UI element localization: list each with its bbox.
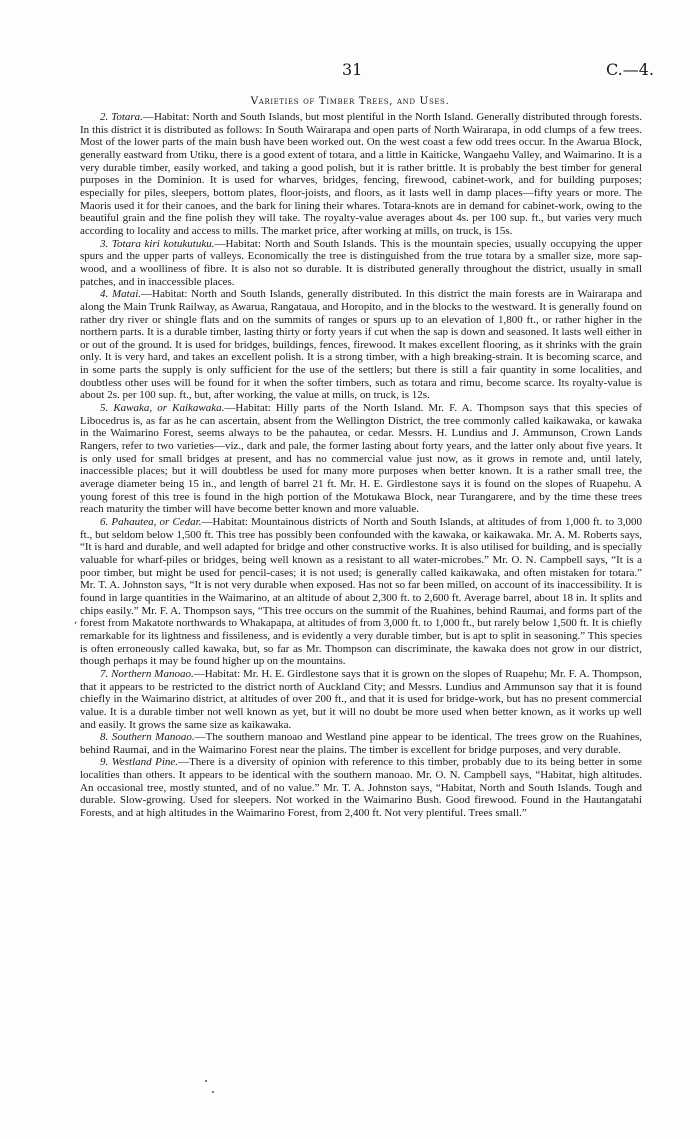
paragraph-pahautea (80, 516, 642, 668)
paragraph-heading: 6. Pahautea, or Cedar. (100, 516, 202, 528)
paragraph-text: —There is a diversity of opinion with reference to this timber, probably due to its being better in some localities than others. It appears to be identical with the southern manoao. Mr. O. N. Campbell says, “Habitat, high altitudes. An occasional tree, mostly stunted, and of no value.” Mr. T. A. Johnston says, “Habitat, North and South Islands. Tough and durable. Slow-growing. Used for sleepers. Not worked in the Waimarino Bush. Good firewood. Found in the Hautangatahi Forests, and at high altitudes in the Waimarino Forest, from 2,400 ft. Not very plentiful. Trees small.” (80, 756, 642, 820)
paragraph-text: —Habitat: Hilly parts of the North Island. Mr. F. A. Thompson says that this species of Libocedrus is, as far as he can ascertain, absent from the Wellington District, the tree commonly called kaikawaka, or kawaka in the Waimarino Forest, seems always to be the pahautea, or cedar. Messrs. H. Lundius and J. Ammunson, Crown Lands Rangers, refer to two varieties—viz., dark and pale, the former lasting about forty years, and the latter only about five years. It is only used for small bridges at present, and has no commercial value just now, as it grows in remote and, until lately, inaccessible places; but it will doubtless be used for many more purposes when better known. It is a rather small tree, the average diameter being 15 in., and length of barrel 21 ft. Mr. H. E. Girdlestone says it is found on the slopes of Ruapehu. A young forest of this tree is found in the high portion of the Motukawa Block, near Turangarere, and by the time these trees reach maturity the timber will have become better known and more valuable. (80, 402, 642, 516)
paragraph-southern-manoao (80, 731, 642, 756)
paragraph-text: —The southern manoao and Westland pine appear to be identical. The trees grow on the Ruahines, behind Raumai, and in the Waimarino Forest near the plains. The timber is excellent for bridge purposes, and very durable. (80, 731, 642, 756)
body-text (80, 111, 642, 820)
section-title: Varieties of Timber Trees, and Uses. (250, 95, 450, 107)
margin-mark: , (74, 613, 78, 626)
page-number: 31 (342, 60, 363, 79)
paragraph-heading: 3. Totara kiri kotukutuku. (100, 237, 215, 250)
document-code: C.—4. (605, 60, 654, 79)
paragraph-westland-pine (80, 756, 642, 819)
paragraph-heading: 2. Totara. (100, 111, 143, 123)
paragraph-totara-kiri-kotukutuku (80, 238, 642, 289)
paragraph-heading: 7. Northern Manoao. (100, 667, 194, 680)
paragraph-text: —Habitat: North and South Islands, generally distributed. In this district the main forests are in Wairarapa and along the Main Trunk Railway, as Awarua, Rangataua, and Horopito, and in the blocks to the westward. It is generally found on rather dry river or shingle flats and on the summits of ranges or spurs up to an elevation of 1,800 ft., or rather higher in the northern parts. It is a durable timber, lasting thirty or forty years if cut when the sap is down and seasoned. It lasts well either in or out of the ground. It is used for bridges, buildings, fences, firewood. It makes excellent flooring, as it shrinks with the grain only. It is very hard, and takes an excellent polish. It is a strong timber, with a high breaking-strain. It is becoming scarce, and in some parts the supply is only sufficient for the use of the settlers; but there is still a fair quantity in some localities, and doubtless other uses will be found for it when the softer timbers, such as totara and rimu, become scarce. Its royalty-value is about 2s. per 100 sup. ft., but, after working, the value at mills, on truck, is 12s. (80, 288, 642, 402)
paragraph-heading: 4. Matai. (100, 288, 142, 301)
paragraph-kawaka (80, 402, 642, 516)
paragraph-totara (80, 111, 642, 238)
paragraph-text: —Habitat: Mountainous districts of North and South Islands, at altitudes of from 1,000 ft. to 3,000 ft., but seldom below 1,500 ft. This tree has possibly been confounded with the kawaka, or kaikawaka. Mr. A. M. Roberts says, “It is hard and durable, and well adapted for bridge and other constructive works. It is also utilised for building, and is specially valuable for wharf-piles or bridges, being well known as a resistant to all water-microbes.” Mr. O. N. Campbell says, “It is a poor timber, but might be used for pencil-cases; it is not used; is generally called kaikawaka, and often mistaken for totara.” Mr. T. A. Johnston says, “It is not very durable when exposed. Has not so far been milled, on account of its inaccessibility. It is found in large quantities in the Waimarino, at an altitude of about 2,300 ft. to 2,600 ft. Average barrel, about 18 in. It splits and chips easily.” Mr. F. A. Thompson says, “This tree occurs on the summit of the Ruahines, behind Raumai, and forms part of the forest from Makatote northwards to Whakapapa, at altitudes of from 3,000 ft. to 1,000 ft., but rarely below 1,500 ft. It is chiefly remarkable for its lightness and fissileness, and is evidently a very durable timber, but is apt to split in seasoning.” This species is often erroneously called kawaka, but, so far as Mr. Thompson can discriminate, the kawaka does not grow in our district, though perhaps it may be found higher up on the mountains. (80, 516, 642, 668)
paragraph-text: —Habitat: North and South Islands, but most plentiful in the North Island. Generally distributed through forests. In this district it is distributed as follows: In South Wairarapa and open parts of North Wairarapa, in odd clumps of a few trees. Most of the lower parts of the main bush have been worked out. On the west coast a few odd trees occur. In the Awarua Block, generally eastward from Utiku, there is a good extent of totara, and a little in Kaiticke, Wangaehu Valley, and Waimarino. It is a very durable timber, easily worked, and taking a good polish, but it is rather brittle. It is probably the best timber for general purposes in the Dominion. It is used for wharves, bridges, fencing, firewood, cabinet-work, and for building purposes; especially for piles, sleepers, bottom plates, floor-joists, and floors, as it lasts well in damp places—fifty years or more. The Maoris used it for their canoes, and the bark for lining their whares. Totara-knots are in demand for cabinet-work, owing to the beautiful grain and the fine polish they will take. The royalty-value averages about 4s. per 100 sup. ft., but varies very much according to locality and access to mills. The market price, after working at mills, on truck, is 15s. (80, 111, 642, 237)
paragraph-text: —Habitat: Mr. H. E. Girdlestone says that it is grown on the slopes of Ruapehu; Mr. F. A. Thompson, that it appears to be restricted to the district north of Auckland City; and Messrs. Lundius and Ammunson say that it is found chiefly in the Waimarino district, at altitudes of over 200 ft., and that it is used for bridge-work, but has no present commercial value. It is a durable timber not well known as yet, but it will no doubt be more used when better known, as it works up well and easily. It grows the same size as kaikawaka. (80, 667, 643, 731)
paragraph-heading: 5. Kawaka, or Kaikawaka. (100, 402, 225, 415)
paragraph-matai (80, 288, 642, 402)
speck (205, 1080, 207, 1082)
paragraph-northern-manoao (80, 668, 642, 731)
paragraph-heading: 9. Westland Pine. (100, 756, 179, 769)
speck (212, 1091, 214, 1093)
paragraph-text: —Habitat: North and South Islands. This is the mountain species, usually occupying the upper spurs and the upper parts of valleys. Economically the tree is distinguished from the true totara by a smaller size, more sap-wood, and a woolliness of fibre. It is also not so durable. It is distributed generally throughout the district, usually in small patches, and in inaccessible places. (80, 237, 642, 288)
paragraph-heading: 8. Southern Manoao. (100, 731, 195, 744)
